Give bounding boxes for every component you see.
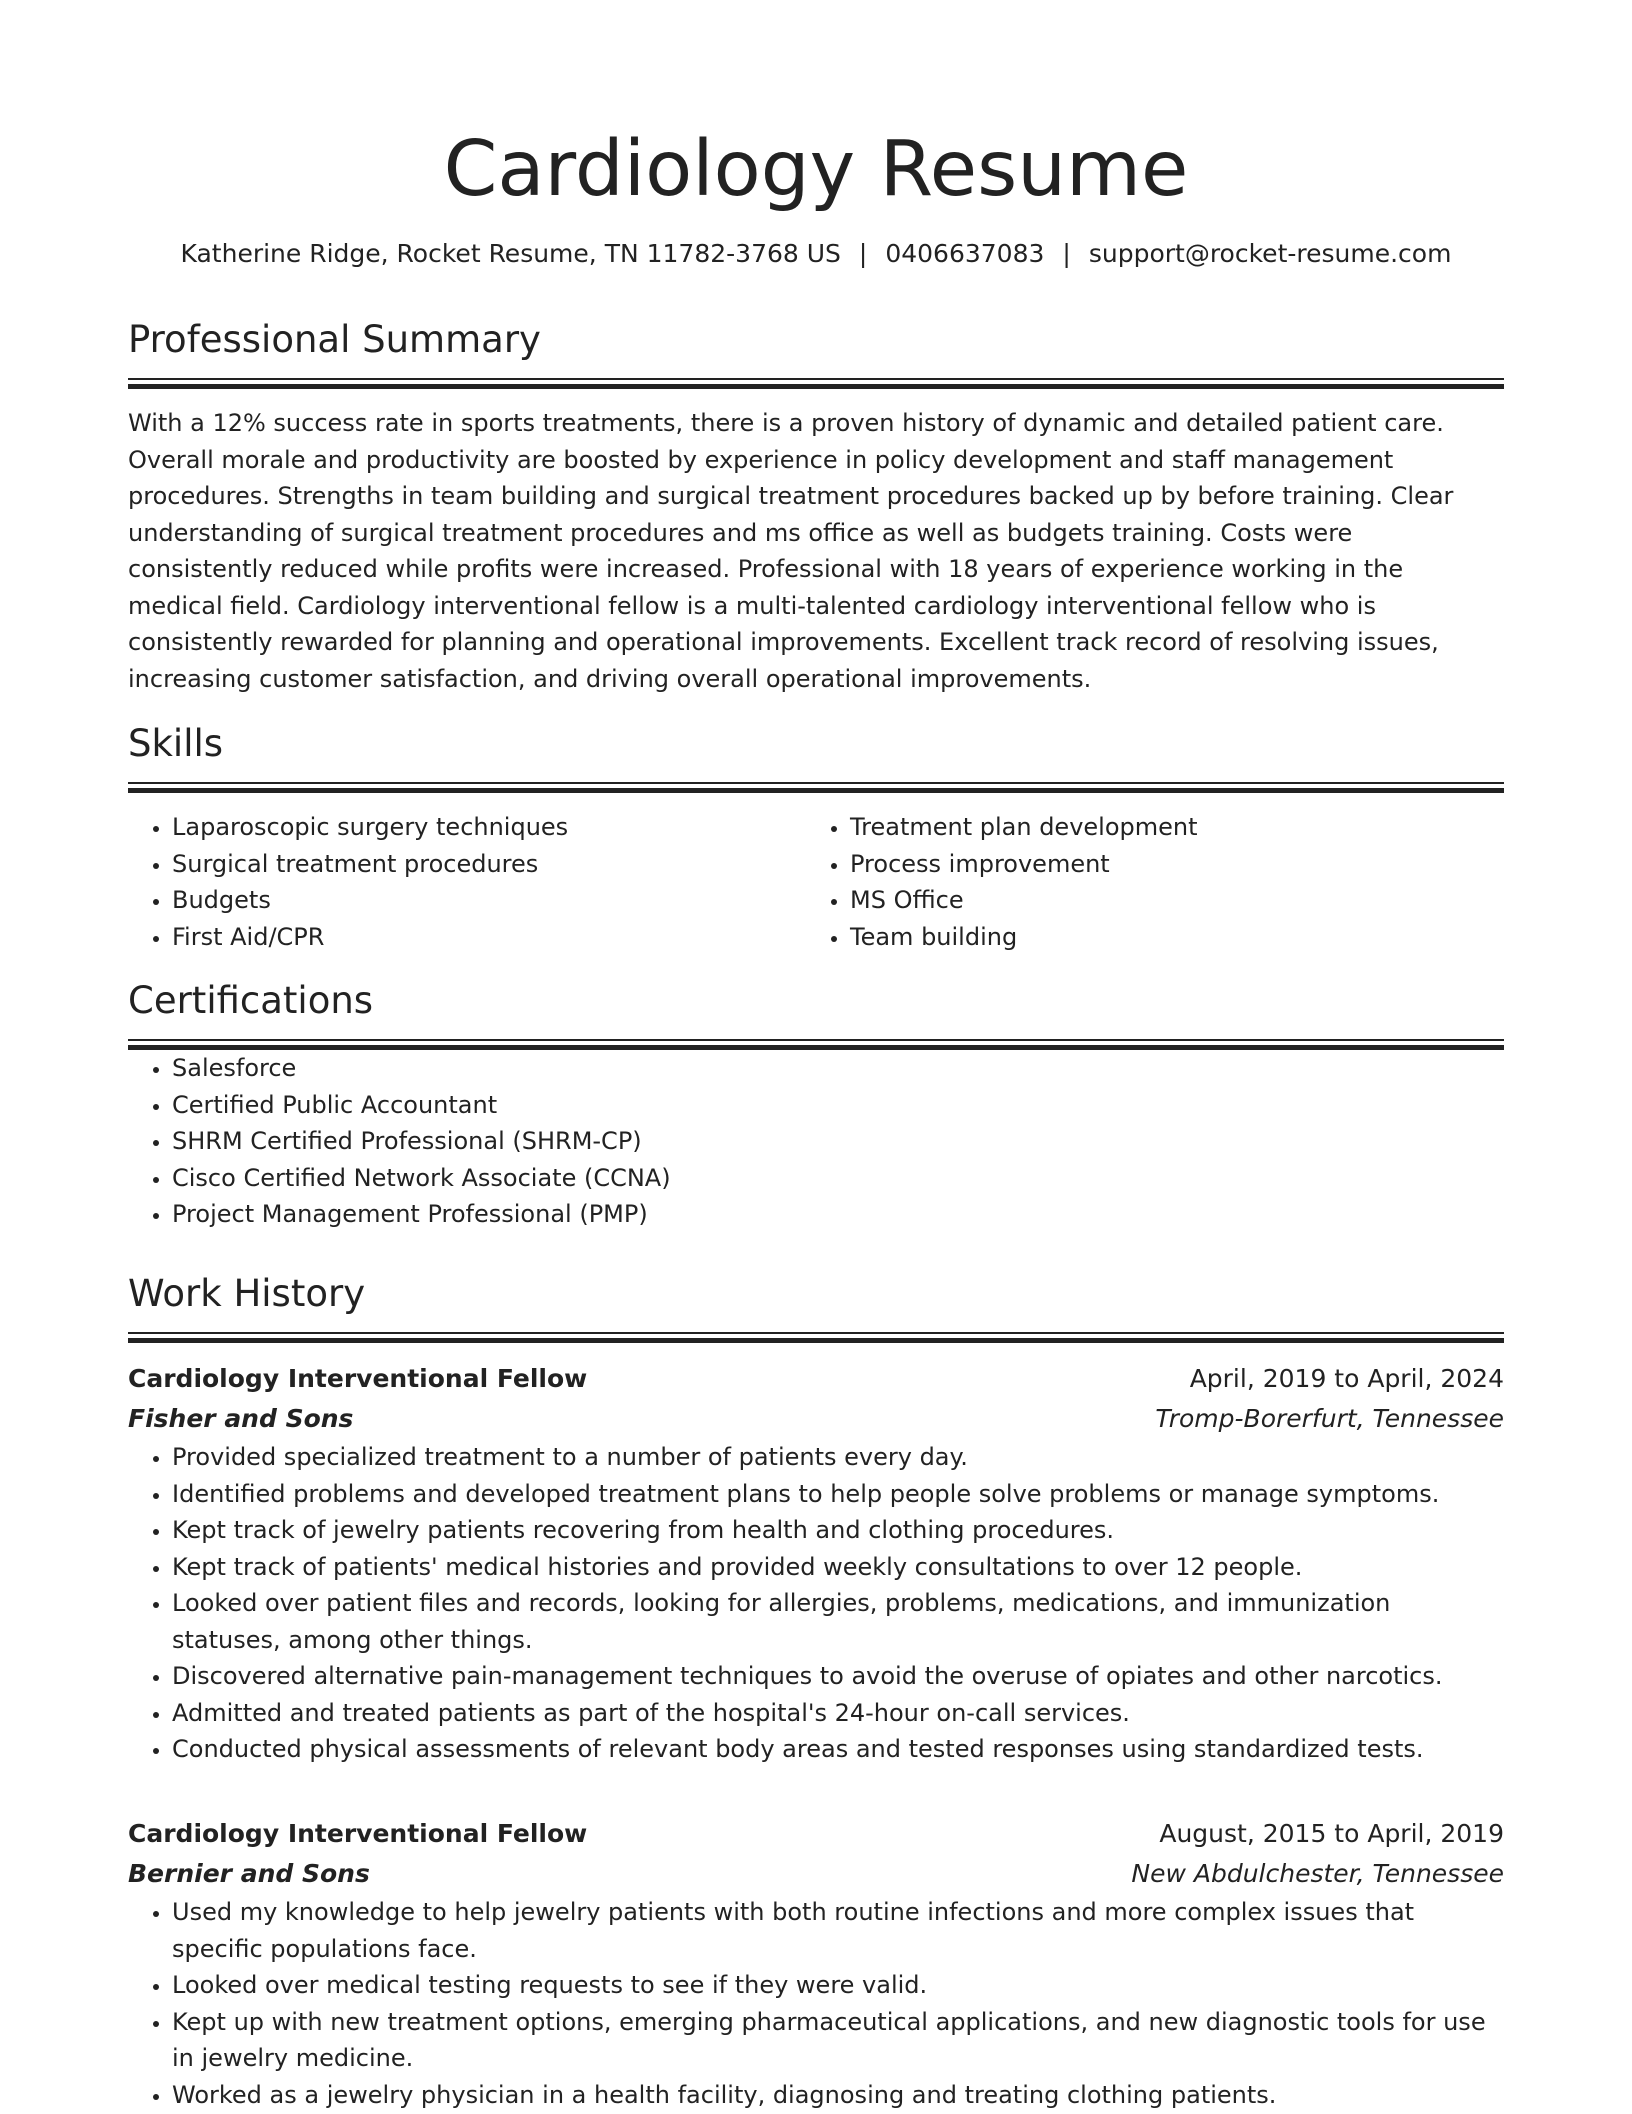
certifications-heading: Certifications [128,979,374,1022]
skills-column-right [806,809,1504,955]
certifications-list [128,1050,1504,1233]
certification-item: • Project Management Professional (PMP) [172,1196,1504,1233]
job-duty-item: • Kept up with new treatment options, emerging pharmaceutical applications, and new diagnostic tools for use in jewelry medicine. [172,2004,1504,2077]
contact-separator: | [1062,239,1071,268]
job-title: Cardiology Interventional Fellow [128,1364,588,1393]
skills-grid [128,809,1504,955]
work-history-heading: Work History [128,1272,366,1315]
skill-item: • Budgets [172,882,806,919]
job-duty-item: • Looked over patient files and records, looking for allergies, problems, medications, and immunization statuses, among other things. [172,1585,1504,1658]
certification-item: • Salesforce [172,1050,1504,1087]
section-divider [128,378,1504,389]
contact-address: Katherine Ridge, Rocket Resume, TN 11782-3768 US [180,239,841,268]
job-duties-list [128,1439,1504,1768]
job-location: Tromp-Borerfurt, Tennessee [1155,1404,1504,1433]
job-duty-item: • Looked over medical testing requests to see if they were valid. [172,1967,1504,2004]
job-duty-item: • Conducted physical assessments of relevant body areas and tested responses using standardized tests. [172,1731,1504,1768]
job-duty-item: • Discovered alternative pain-management techniques to avoid the overuse of opiates and other narcotics. [172,1658,1504,1695]
skill-item: • First Aid/CPR [172,919,806,956]
skill-item: • Treatment plan development [850,809,1504,846]
job-company: Bernier and Sons [128,1859,370,1888]
certification-item: • Certified Public Accountant [172,1087,1504,1124]
contact-phone: 0406637083 [885,239,1045,268]
job-dates: August, 2015 to April, 2019 [1159,1819,1504,1848]
job-duty-item: • Used my knowledge to help jewelry patients with both routine infections and more complex issues that specific populations face. [172,1894,1504,1967]
resume-page [128,0,1504,2109]
contact-separator: | [858,239,868,268]
summary-text: With a 12% success rate in sports treatments, there is a proven history of dynamic and detailed patient care. Overall morale and productivity are boosted by experience in policy development and staff management procedures. Strengths in team building and surgical treatment procedures backed up by before training. Clear understanding of surgical treatment procedures and ms office as well as budgets training. Costs were consistently reduced while profits were increased. Professional with 18 years of experience working in the medical field. Cardiology interventional fellow is a multi-talented cardiology interventional fellow who is consistently rewarded for planning and operational improvements. Excellent track record of resolving issues, increasing customer satisfaction, and driving overall operational improvements. [128,409,1454,693]
job-duty-item: • Identified problems and developed treatment plans to help people solve problems or manage symptoms. [172,1476,1504,1513]
skill-item: • Process improvement [850,846,1504,883]
job-duty-item: • Kept track of jewelry patients recovering from health and clothing procedures. [172,1512,1504,1549]
work-history-section [128,1270,1504,1768]
contact-line [128,236,1504,272]
skill-item: • Team building [850,919,1504,956]
skills-heading: Skills [128,722,224,765]
job-duty-item: • Provided specialized treatment to a number of patients every day. [172,1439,1504,1476]
certification-item: • Cisco Certified Network Associate (CCNA) [172,1160,1504,1197]
page-title: Cardiology Resume [443,125,1189,214]
certification-item: • SHRM Certified Professional (SHRM-CP) [172,1123,1504,1160]
job-duty-item: • Worked as a jewelry physician in a health facility, diagnosing and treating clothing patients. [172,2077,1504,2114]
job-entry [128,1814,1504,2113]
summary-heading: Professional Summary [128,318,541,361]
job-company: Fisher and Sons [128,1404,354,1433]
job-entry [128,1359,1504,1768]
section-divider [128,1332,1504,1343]
job-dates: April, 2019 to April, 2024 [1189,1364,1504,1393]
skills-column-left [128,809,806,955]
certifications-section [128,977,1504,1233]
contact-email: support@rocket-resume.com [1088,239,1452,268]
job-duties-list [128,1894,1504,2113]
skill-item: • Surgical treatment procedures [172,846,806,883]
skill-item: • Laparoscopic surgery techniques [172,809,806,846]
job-location: New Abdulchester, Tennessee [1131,1859,1504,1888]
summary-section [128,316,1504,697]
skill-item: • MS Office [850,882,1504,919]
section-divider [128,1039,1504,1050]
job-duty-item: • Admitted and treated patients as part of the hospital's 24-hour on-call services. [172,1695,1504,1732]
skills-section [128,720,1504,955]
job-duty-item: • Kept track of patients' medical histories and provided weekly consultations to over 12 people. [172,1549,1504,1586]
section-divider [128,782,1504,793]
job-title: Cardiology Interventional Fellow [128,1819,588,1848]
